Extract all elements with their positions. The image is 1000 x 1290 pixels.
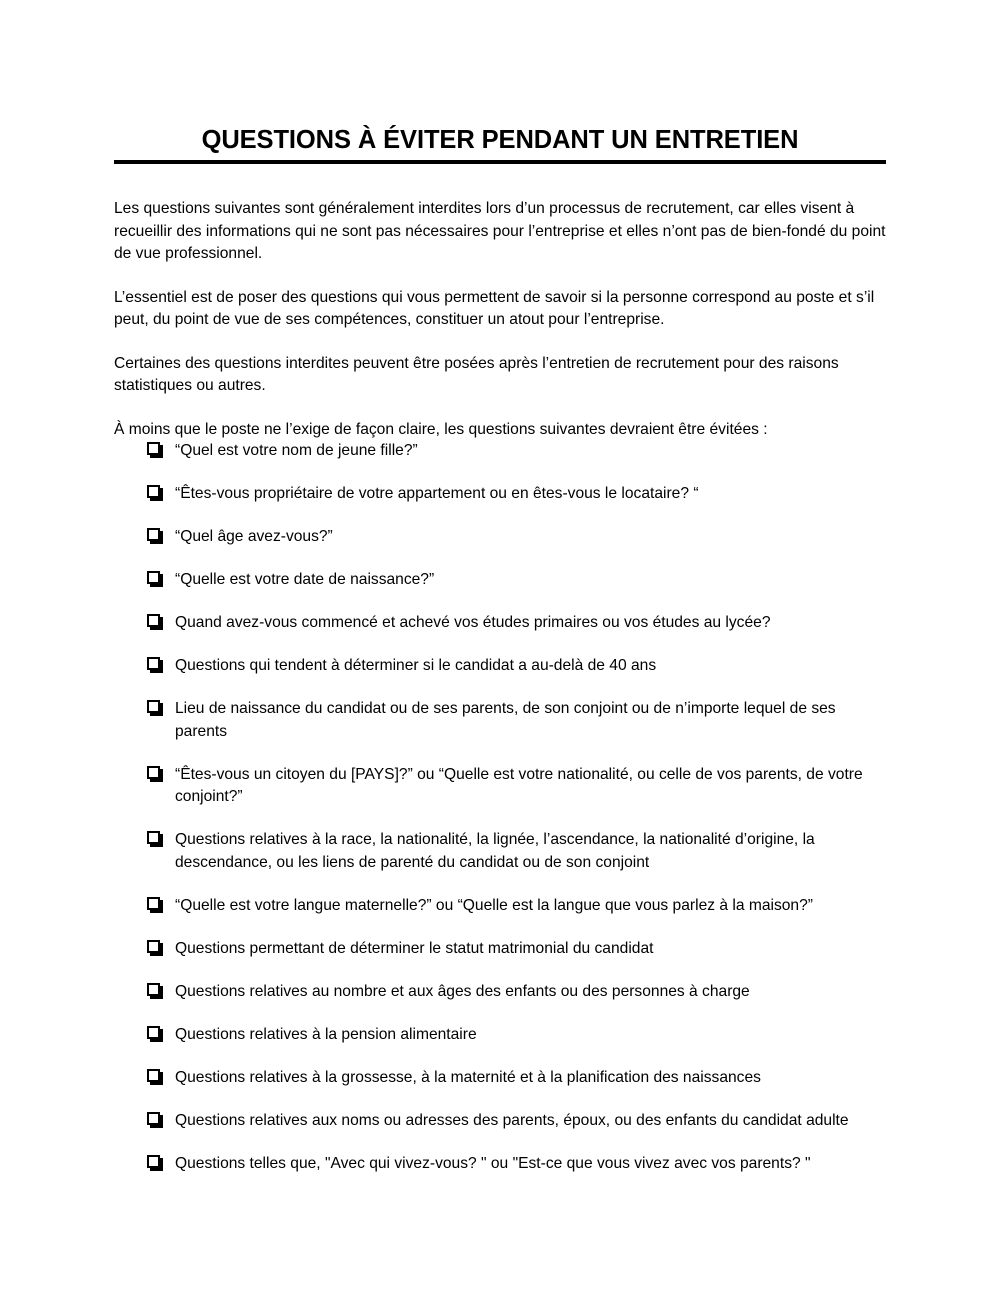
list-item-label: Questions relatives aux noms ou adresses des parents, époux, ou des enfants du candidat adulte (175, 1111, 849, 1129)
list-item[interactable] (114, 655, 889, 678)
list-item[interactable] (114, 1110, 889, 1133)
intro-paragraph-3: Certaines des questions interdites peuvent être posées après l’entretien de recrutement pour des raisons statistiques ou autres. (114, 354, 839, 394)
document-header (114, 126, 886, 164)
list-item-label: “Quel est votre nom de jeune fille?” (175, 442, 418, 459)
list-item[interactable] (114, 1067, 889, 1090)
list-item-label: “Êtes-vous propriétaire de votre appartement ou en êtes-vous le locataire? “ (175, 485, 699, 502)
list-item[interactable] (114, 612, 889, 635)
intro-paragraph-2: L’essentiel est de poser des questions qui vous permettent de savoir si la personne correspond au poste et s’il peut, du point de vue de ses compétences, constituer un atout pour l’entreprise. (114, 288, 875, 328)
list-item-label: “Quelle est votre langue maternelle?” ou “Quelle est la langue que vous parlez à la maison?” (175, 896, 813, 914)
list-item[interactable] (114, 440, 889, 463)
list-item[interactable] (114, 1024, 889, 1047)
checkbox-icon[interactable] (147, 940, 163, 956)
page-title: QUESTIONS À ÉVITER PENDANT UN ENTRETIEN (201, 126, 799, 154)
list-item-label: Quand avez-vous commencé et achevé vos études primaires ou vos études au lycée? (175, 614, 771, 631)
list-item[interactable] (114, 698, 889, 743)
checkbox-icon[interactable] (147, 485, 163, 501)
checkbox-icon[interactable] (147, 700, 163, 716)
list-item[interactable] (114, 938, 889, 961)
checkbox-icon[interactable] (147, 831, 163, 847)
list-item-label: “Quelle est votre date de naissance?” (175, 571, 435, 588)
checkbox-icon[interactable] (147, 1026, 163, 1042)
checkbox-icon[interactable] (147, 614, 163, 630)
checkbox-icon[interactable] (147, 528, 163, 544)
list-item-label: Questions qui tendent à déterminer si le candidat a au-delà de 40 ans (175, 657, 657, 674)
list-item[interactable] (114, 483, 889, 506)
checkbox-icon[interactable] (147, 442, 163, 458)
intro-paragraph-1: Les questions suivantes sont généralement interdites lors d’un processus de recrutement, car elles visent à recueillir des informations qui ne sont pas nécessaires pour l’entreprise et elles n’ont pas de bien-fondé du point de vue professionnel. (114, 200, 886, 262)
intro-paragraph-4: À moins que le poste ne l’exige de façon claire, les questions suivantes devraient être évitées : (114, 420, 768, 438)
list-item-label: Questions relatives au nombre et aux âges des enfants ou des personnes à charge (175, 982, 750, 1000)
forbidden-questions-list (114, 440, 889, 1175)
list-item[interactable] (114, 981, 889, 1004)
list-item[interactable] (114, 895, 889, 918)
list-item-label: Questions relatives à la pension alimentaire (175, 1025, 477, 1043)
checkbox-icon[interactable] (147, 897, 163, 913)
list-item[interactable] (114, 764, 889, 809)
checkbox-icon[interactable] (147, 983, 163, 999)
list-item[interactable] (114, 1153, 889, 1176)
checkbox-icon[interactable] (147, 766, 163, 782)
list-item[interactable] (114, 829, 889, 874)
list-item-label: Questions relatives à la race, la nationalité, la lignée, l’ascendance, la nationalité d’origine, la descendance, ou les liens de parenté du candidat ou de son conjoint (175, 831, 815, 871)
checkbox-icon[interactable] (147, 657, 163, 673)
checkbox-icon[interactable] (147, 571, 163, 587)
list-item-label: Questions telles que, "Avec qui vivez-vous? " ou "Est-ce que vous vivez avec vos parents? " (175, 1154, 811, 1172)
intro-section (114, 198, 889, 441)
list-item-label: Questions relatives à la grossesse, à la maternité et à la planification des naissances (175, 1068, 761, 1086)
list-item[interactable] (114, 526, 889, 549)
list-item[interactable] (114, 569, 889, 592)
list-item-label: “Êtes-vous un citoyen du [PAYS]?” ou “Quelle est votre nationalité, ou celle de vos parents, de votre conjoint?” (175, 765, 863, 805)
list-item-label: Lieu de naissance du candidat ou de ses parents, de son conjoint ou de n’importe lequel de ses parents (175, 700, 836, 740)
checkbox-icon[interactable] (147, 1155, 163, 1171)
checkbox-icon[interactable] (147, 1069, 163, 1085)
list-item-label: Questions permettant de déterminer le statut matrimonial du candidat (175, 939, 654, 957)
title-divider (114, 160, 886, 164)
list-item-label: “Quel âge avez-vous?” (175, 528, 333, 545)
checkbox-icon[interactable] (147, 1112, 163, 1128)
